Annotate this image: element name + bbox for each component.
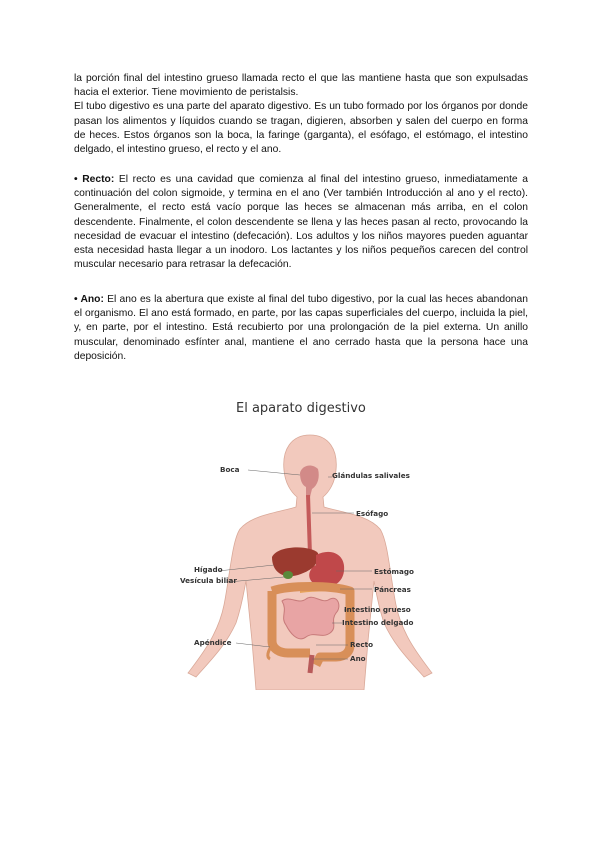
intro-line-1: la porción final del intestino grueso llamada recto el que las mantiene hasta que son expulsadas hacia el exterior. Tiene movimiento de peristalsis. [74,73,528,99]
rectum-shape [310,655,312,673]
recto-label: • Recto: [74,174,115,185]
label-glandulas: Glándulas salivales [332,471,410,480]
label-grueso: Intestino grueso [344,605,411,614]
label-boca: Boca [220,465,240,474]
label-ano: Ano [350,654,366,663]
gallbladder-shape [283,571,293,579]
intro-paragraph [74,72,528,157]
label-pancreas: Páncreas [374,585,411,594]
label-higado: Hígado [194,565,223,574]
recto-text: El recto es una cavidad que comienza al final del intestino grueso, inmediatamente a continuación del colon sigmoide, y termina en el ano (Ver también Introducción al ano y el recto). Generalmente, el recto está vacío porque las heces se almacenan más arriba, en el colon descendente. Finalmente, el colon descendente se llena y las heces pasan al recto, provocando la necesidad de evacuar el intestino (defecación). Los adultos y los niños mayores pueden aguantar esta necesidad hasta llegar a un inodoro. Los lactantes y los niños pequeños carecen del control muscular necesario para retrasar la defecación. [74,174,528,271]
ano-text: El ano es la abertura que existe al final del tubo digestivo, por la cual las heces abandonan el organismo. El ano está formado, en parte, por las capas superficiales del cuerpo, incluida la piel, y, en parte, por el intestino. Está recubierto por una prolongación de la piel externa. Un anillo muscular, denominado esfínter anal, mantiene el ano cerrado hasta que la persona hace una deposición. [74,294,528,362]
label-esofago: Esófago [356,509,389,518]
figure-title: El aparato digestivo [236,401,366,416]
label-estomago: Estómago [374,567,414,576]
label-delgado: Intestino delgado [342,618,414,627]
intro-line-2: El tubo digestivo es una parte del aparato digestivo. Es un tubo formado por los órganos por donde pasan los alimentos y líquidos cuando se tragan, digieren, absorben y salen del cuerpo en forma de heces. Estos órganos son la boca, la faringe (garganta), el esófago, el estómago, el intestino delgado, el intestino grueso, el recto y el ano. [74,101,528,156]
digestive-system-figure [160,395,460,690]
label-vesicula: Vesícula biliar [180,576,237,585]
label-recto: Recto [350,640,374,649]
ano-label: • Ano: [74,294,104,305]
recto-paragraph [74,173,528,272]
small-intestine-shape [282,597,339,639]
ano-paragraph [74,293,528,364]
label-apendice: Apéndice [194,638,232,647]
